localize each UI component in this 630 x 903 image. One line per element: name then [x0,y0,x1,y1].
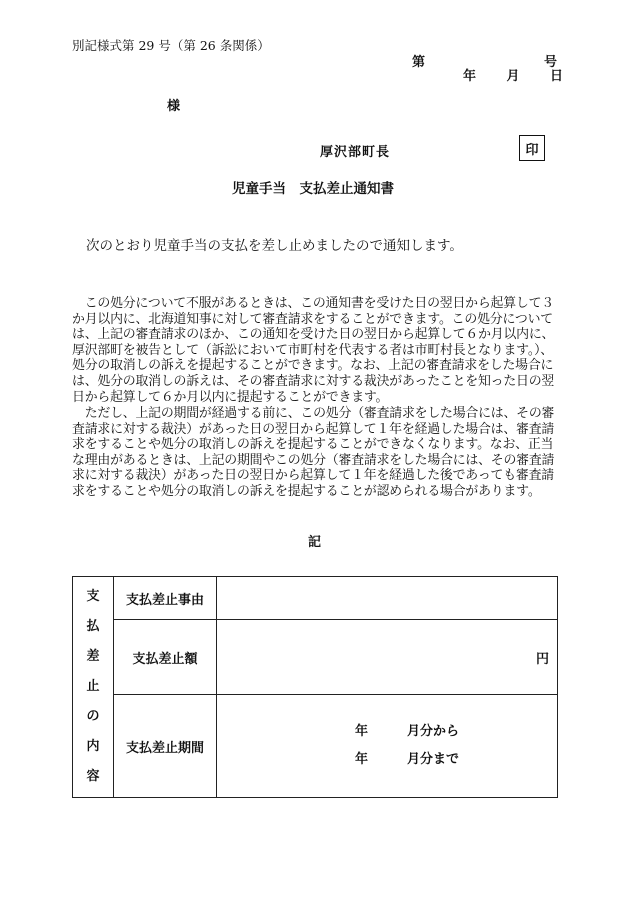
appeal-notice-paragraph-1: この処分について不服があるときは、この通知書を受けた日の翌日から起算して３か月以内に、北海道知事に対して審査請求をすることができます。この処分については、上記の審査請求のほか、この通知を受けた日の翌日から起算して６か月以内に、厚沢部町を被告として（訴訟において市町村を代表する者は市町村長となります。）、処分の取消しの訴えを提起することができます。なお、上記の審査請求をした場合には、処分の取消しの訴えは、その審査請求に対する裁決があったことを知った日の翌日から起算して６か月以内に提起することができます。 [72,296,555,405]
period-to: 年 月分まで [355,752,460,767]
form-reference: 別記様式第 29 号（第 26 条関係） [72,38,270,53]
addressee-suffix: 様 [167,99,181,114]
date-year-label: 年 [463,69,477,84]
document-number-prefix: 第 [412,55,426,70]
amount-label: 支払差止額 [114,620,217,695]
document-number-suffix: 号 [544,55,558,70]
period-field[interactable] [217,695,558,798]
seal-mark [519,135,545,161]
ki-heading: 記 [308,535,322,550]
document-title: 児童手当 支払差止通知書 [232,181,394,197]
date-day-label: 日 [549,69,563,84]
period-from: 年 月分から [355,724,460,739]
seal-label: 印 [525,142,539,158]
date-month-label: 月 [506,69,520,84]
reason-field[interactable] [217,577,558,620]
details-side-label: 支 払 差 止 の 内 容 [73,577,114,798]
amount-unit: 円 [535,651,549,667]
issuer-name: 厚沢部町長 [320,145,391,160]
intro-text: 次のとおり児童手当の支払を差し止めましたので通知します。 [86,238,463,254]
period-label: 支払差止期間 [114,695,217,798]
suspension-details-table [72,576,558,798]
reason-label: 支払差止事由 [114,577,217,620]
appeal-notice-paragraph-2: ただし、上記の期間が経過する前に、この処分（審査請求をした場合には、その審査請求に対する裁決）があった日の翌日から起算して１年を経過した場合は、審査請求をすることや処分の取消しの訴えを提起することができなくなります。なお、正当な理由があるときは、上記の期間やこの処分（審査請求をした場合には、その審査請求に対する裁決）があった日の翌日から起算して１年を経過した後であっても審査請求をすることや処分の取消しの訴えを提起することが認められる場合があります。 [72,406,555,499]
amount-field[interactable] [217,620,558,695]
issue-date [463,65,563,84]
